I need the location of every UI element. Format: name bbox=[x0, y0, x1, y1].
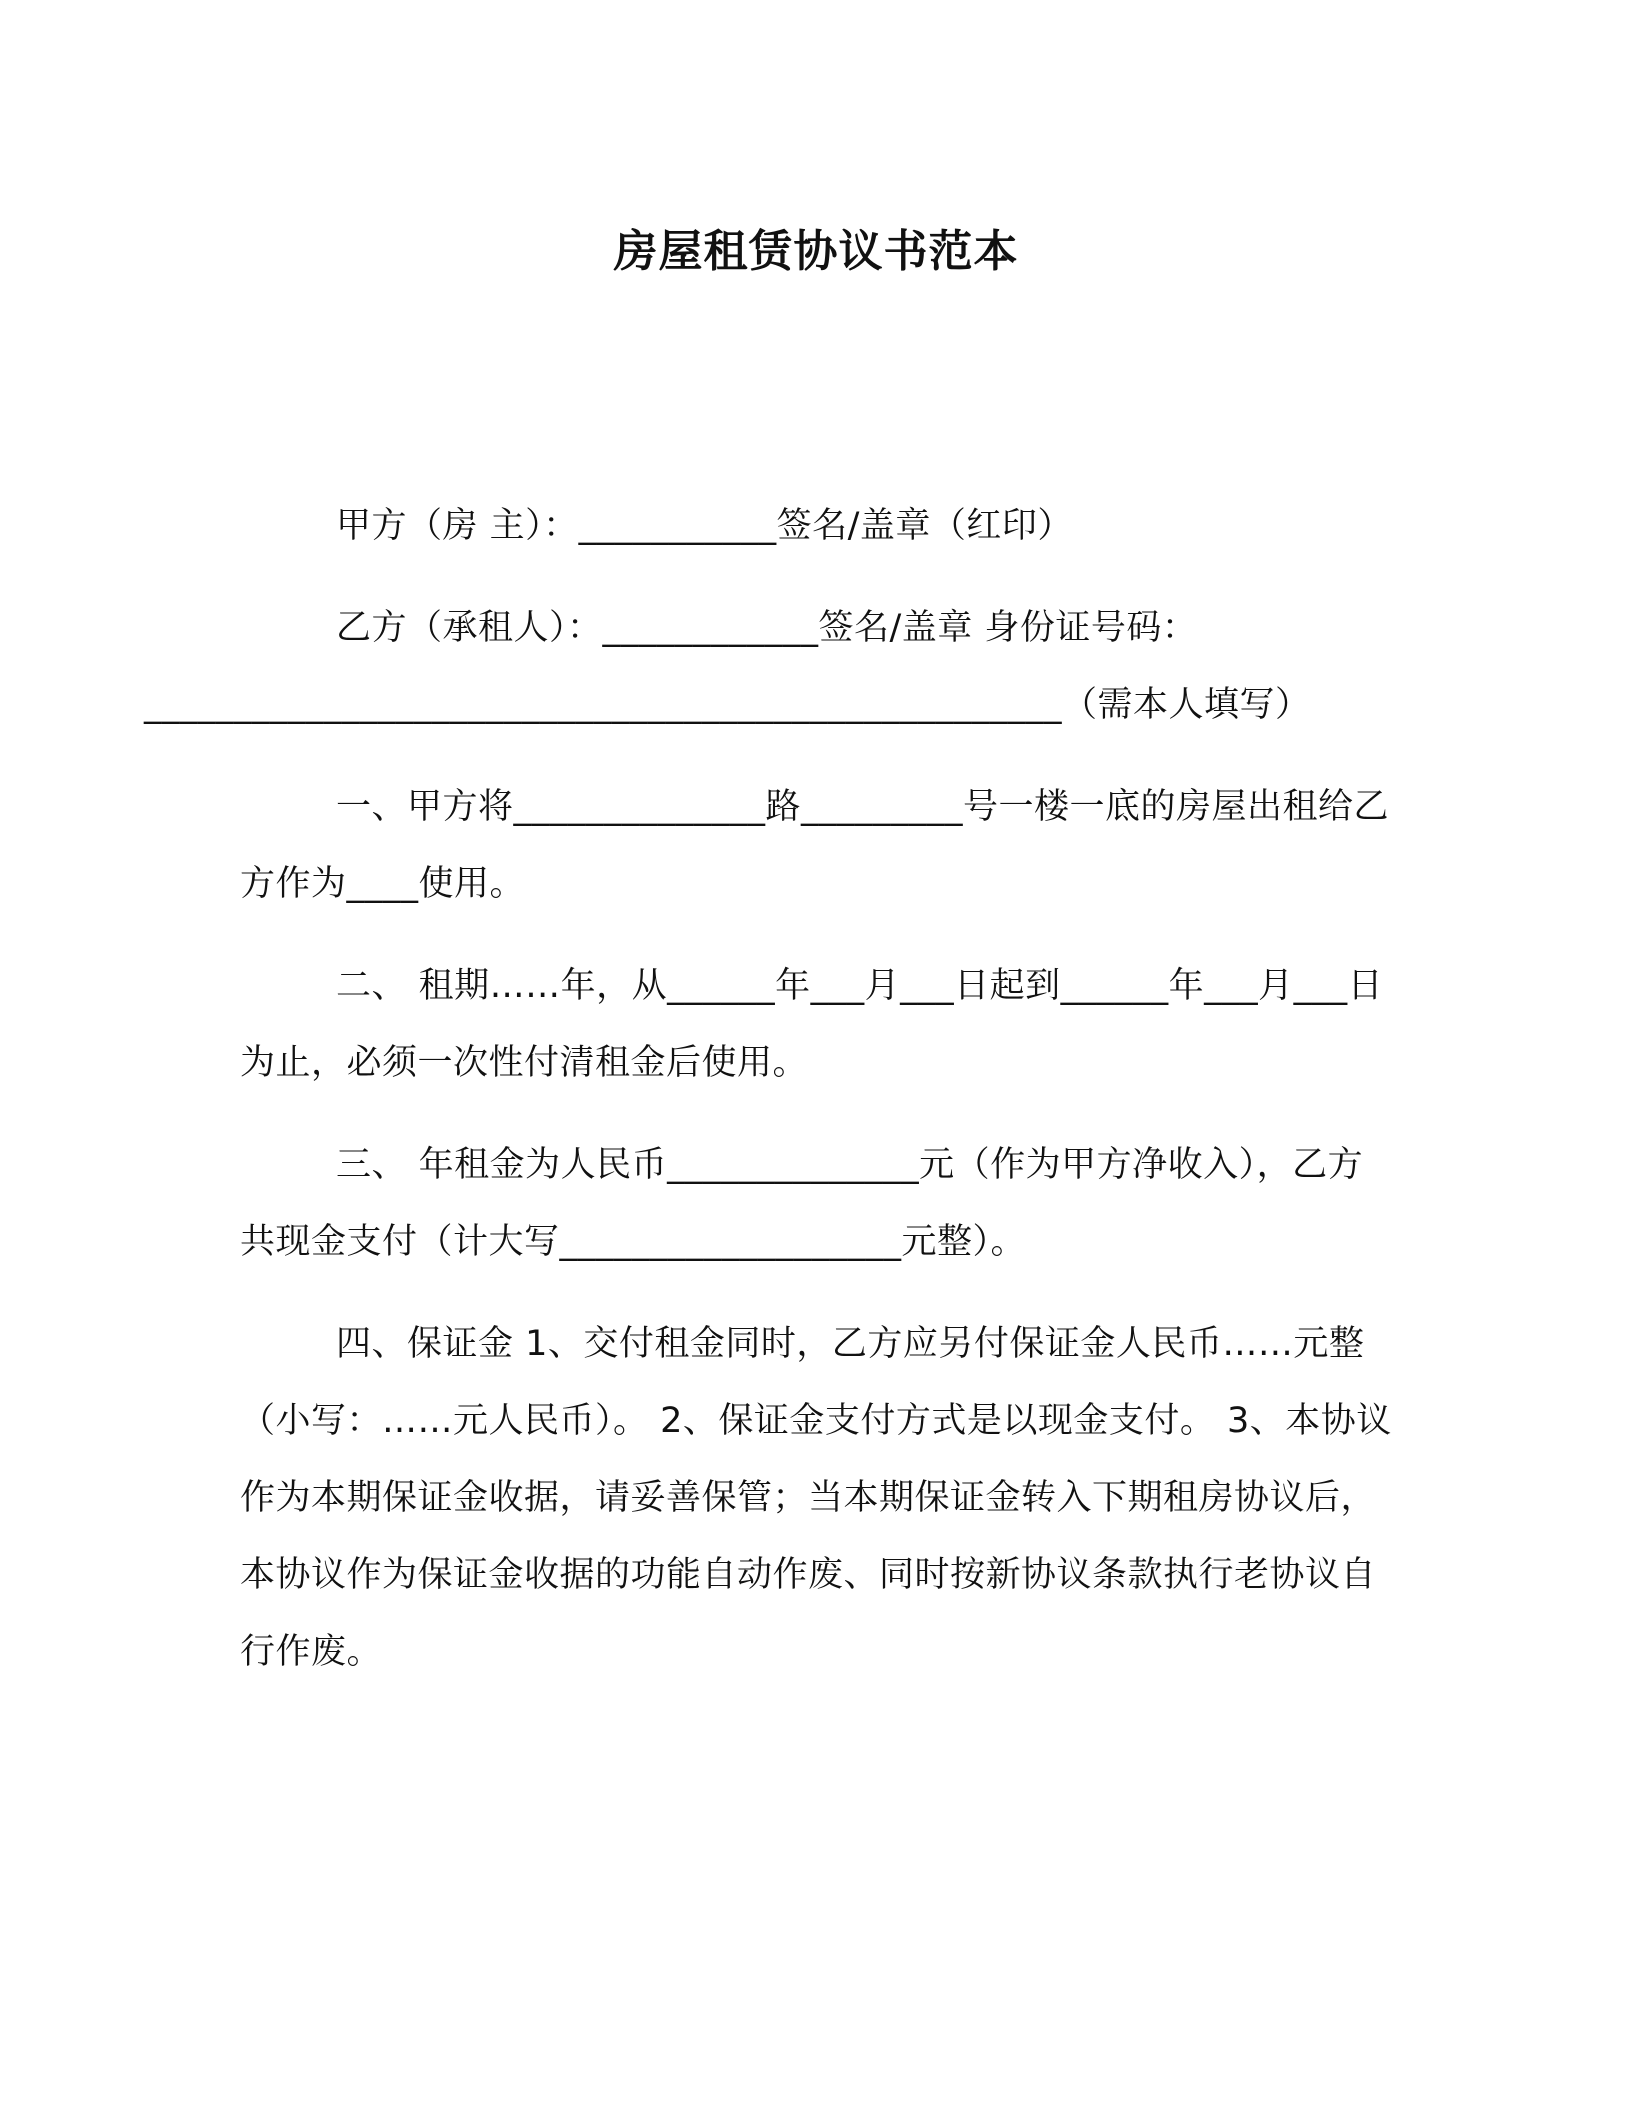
party-a-paragraph bbox=[240, 488, 1392, 565]
clause-4-paragraph bbox=[240, 1306, 1392, 1691]
clause-2-text: 二、 租期……年，从______年___月___日起到______年___月___日为止，必须一次性付清租金后使用。 bbox=[240, 966, 1384, 1083]
clause-1-paragraph bbox=[240, 769, 1392, 923]
party-b-paragraph bbox=[144, 590, 1392, 744]
clause-3-paragraph bbox=[240, 1127, 1392, 1281]
document-body bbox=[144, 488, 1392, 1716]
clause-3-text: 三、 年租金为人民币______________元（作为甲方净收入），乙方共现金支付（计大写___________________元整）。 bbox=[240, 1145, 1364, 1262]
party-b-line: 乙方（承租人）：____________签名/盖章 身份证号码： bbox=[336, 608, 1198, 648]
id-number-line: ___________________________________________________（需本人填写） bbox=[144, 685, 1311, 725]
clause-1-text: 一、甲方将______________路_________号一楼一底的房屋出租给乙方作为____使用。 bbox=[240, 787, 1390, 904]
clause-2-paragraph bbox=[240, 948, 1392, 1102]
party-a-line: 甲方（房 主）：___________签名/盖章（红印） bbox=[336, 506, 1073, 546]
document-title: 房屋租赁协议书范本 bbox=[613, 226, 1019, 277]
clause-4-text: 四、保证金 1、交付租金同时，乙方应另付保证金人民币……元整（小写：……元人民币）。 2、保证金支付方式是以现金支付。 3、本协议作为本期保证金收据，请妥善保管；当本期保证金转入下期租房协议后，本协议作为保证金收据的功能自动作废、同时按新协议条款执行老协议自行作废。 bbox=[240, 1324, 1392, 1672]
